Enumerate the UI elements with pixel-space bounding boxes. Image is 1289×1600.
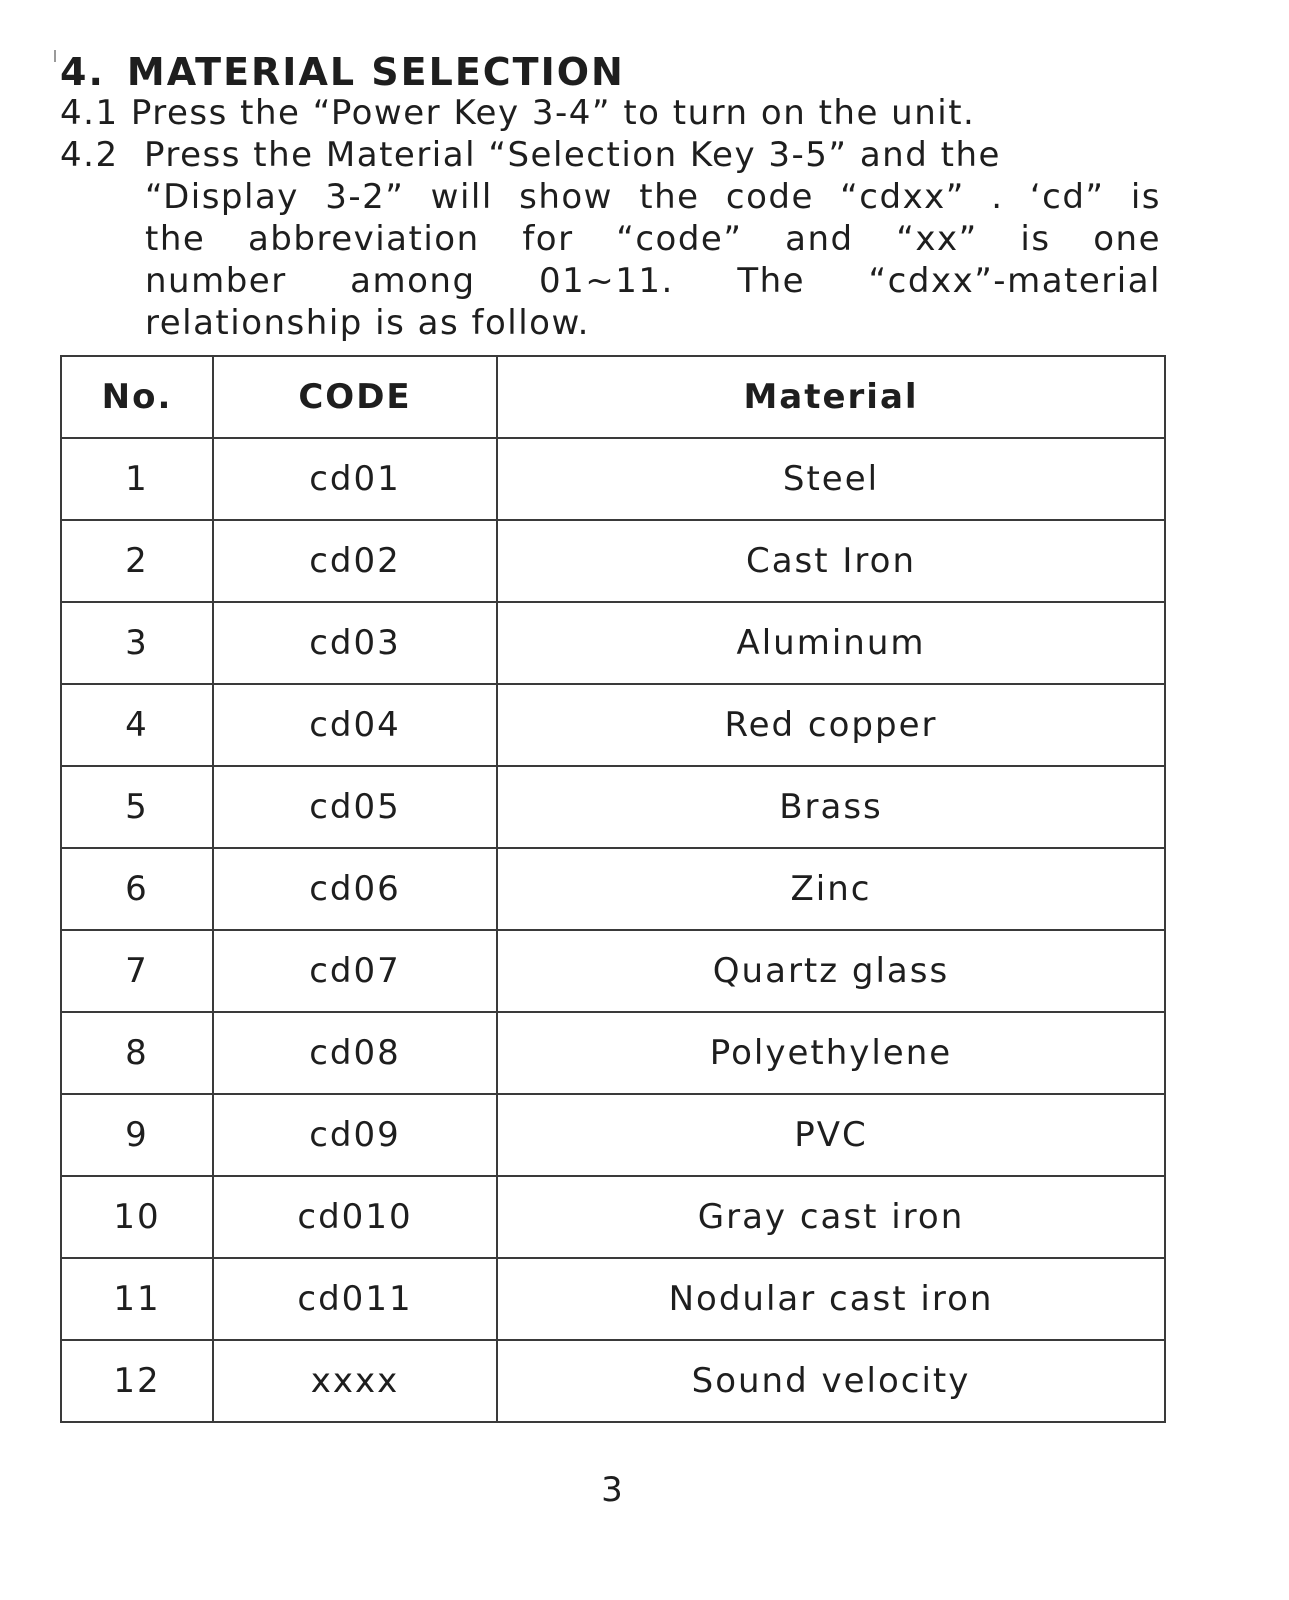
cell-no: 9 <box>61 1094 213 1176</box>
table-header-row <box>61 356 1165 438</box>
cell-code: cd02 <box>213 520 497 602</box>
cell-material: Cast Iron <box>497 520 1165 602</box>
table-row <box>61 848 1165 930</box>
cell-code: cd01 <box>213 438 497 520</box>
cell-no: 7 <box>61 930 213 1012</box>
cell-code: cd09 <box>213 1094 497 1176</box>
cell-material: PVC <box>497 1094 1165 1176</box>
table-row <box>61 520 1165 602</box>
step-4-2-marker: 4.2 <box>60 135 119 175</box>
material-code-table <box>60 355 1166 1423</box>
cell-no: 12 <box>61 1340 213 1422</box>
step-4-2-line-3: the abbreviation for “code” and “xx” is one <box>145 219 1161 259</box>
cell-material: Steel <box>497 438 1165 520</box>
step-4-2-line-2: “Display 3-2” will show the code “cdxx” . ‘cd” is <box>145 177 1161 217</box>
cell-no: 5 <box>61 766 213 848</box>
header-code: CODE <box>213 356 497 438</box>
table-row <box>61 684 1165 766</box>
table-row <box>61 438 1165 520</box>
cell-code: cd010 <box>213 1176 497 1258</box>
cell-material: Sound velocity <box>497 1340 1165 1422</box>
scan-mark <box>54 50 56 62</box>
section-number: 4. <box>60 50 105 94</box>
table-row <box>61 1258 1165 1340</box>
cell-no: 4 <box>61 684 213 766</box>
step-4-2-line-4: number among 01~11. The “cdxx”-material <box>145 261 1161 301</box>
cell-code: cd07 <box>213 930 497 1012</box>
cell-code: cd06 <box>213 848 497 930</box>
table-row <box>61 1012 1165 1094</box>
cell-code: cd08 <box>213 1012 497 1094</box>
cell-material: Quartz glass <box>497 930 1165 1012</box>
header-no: No. <box>61 356 213 438</box>
page-number: 3 <box>601 1470 623 1510</box>
table-row <box>61 1094 1165 1176</box>
cell-no: 8 <box>61 1012 213 1094</box>
table-row <box>61 602 1165 684</box>
cell-no: 11 <box>61 1258 213 1340</box>
section-heading <box>60 50 625 94</box>
cell-no: 1 <box>61 438 213 520</box>
cell-material: Red copper <box>497 684 1165 766</box>
cell-material: Brass <box>497 766 1165 848</box>
table-row <box>61 766 1165 848</box>
cell-code: cd011 <box>213 1258 497 1340</box>
section-title: MATERIAL SELECTION <box>126 50 625 94</box>
cell-material: Zinc <box>497 848 1165 930</box>
table-row <box>61 1340 1165 1422</box>
table-row <box>61 930 1165 1012</box>
header-material: Material <box>497 356 1165 438</box>
cell-code: cd04 <box>213 684 497 766</box>
cell-material: Gray cast iron <box>497 1176 1165 1258</box>
table-row <box>61 1176 1165 1258</box>
cell-no: 10 <box>61 1176 213 1258</box>
step-4-2-line-1: Press the Material “Selection Key 3-5” and the <box>144 135 1001 175</box>
step-4-2-first-line <box>60 134 1001 176</box>
cell-material: Aluminum <box>497 602 1165 684</box>
cell-material: Polyethylene <box>497 1012 1165 1094</box>
step-4-2-body <box>145 176 1161 344</box>
cell-no: 6 <box>61 848 213 930</box>
cell-material: Nodular cast iron <box>497 1258 1165 1340</box>
cell-code: xxxx <box>213 1340 497 1422</box>
cell-code: cd05 <box>213 766 497 848</box>
step-4-2-line-5: relationship is as follow. <box>145 303 590 343</box>
cell-no: 2 <box>61 520 213 602</box>
cell-no: 3 <box>61 602 213 684</box>
step-4-1: 4.1 Press the “Power Key 3-4” to turn on the unit. <box>60 93 976 133</box>
cell-code: cd03 <box>213 602 497 684</box>
